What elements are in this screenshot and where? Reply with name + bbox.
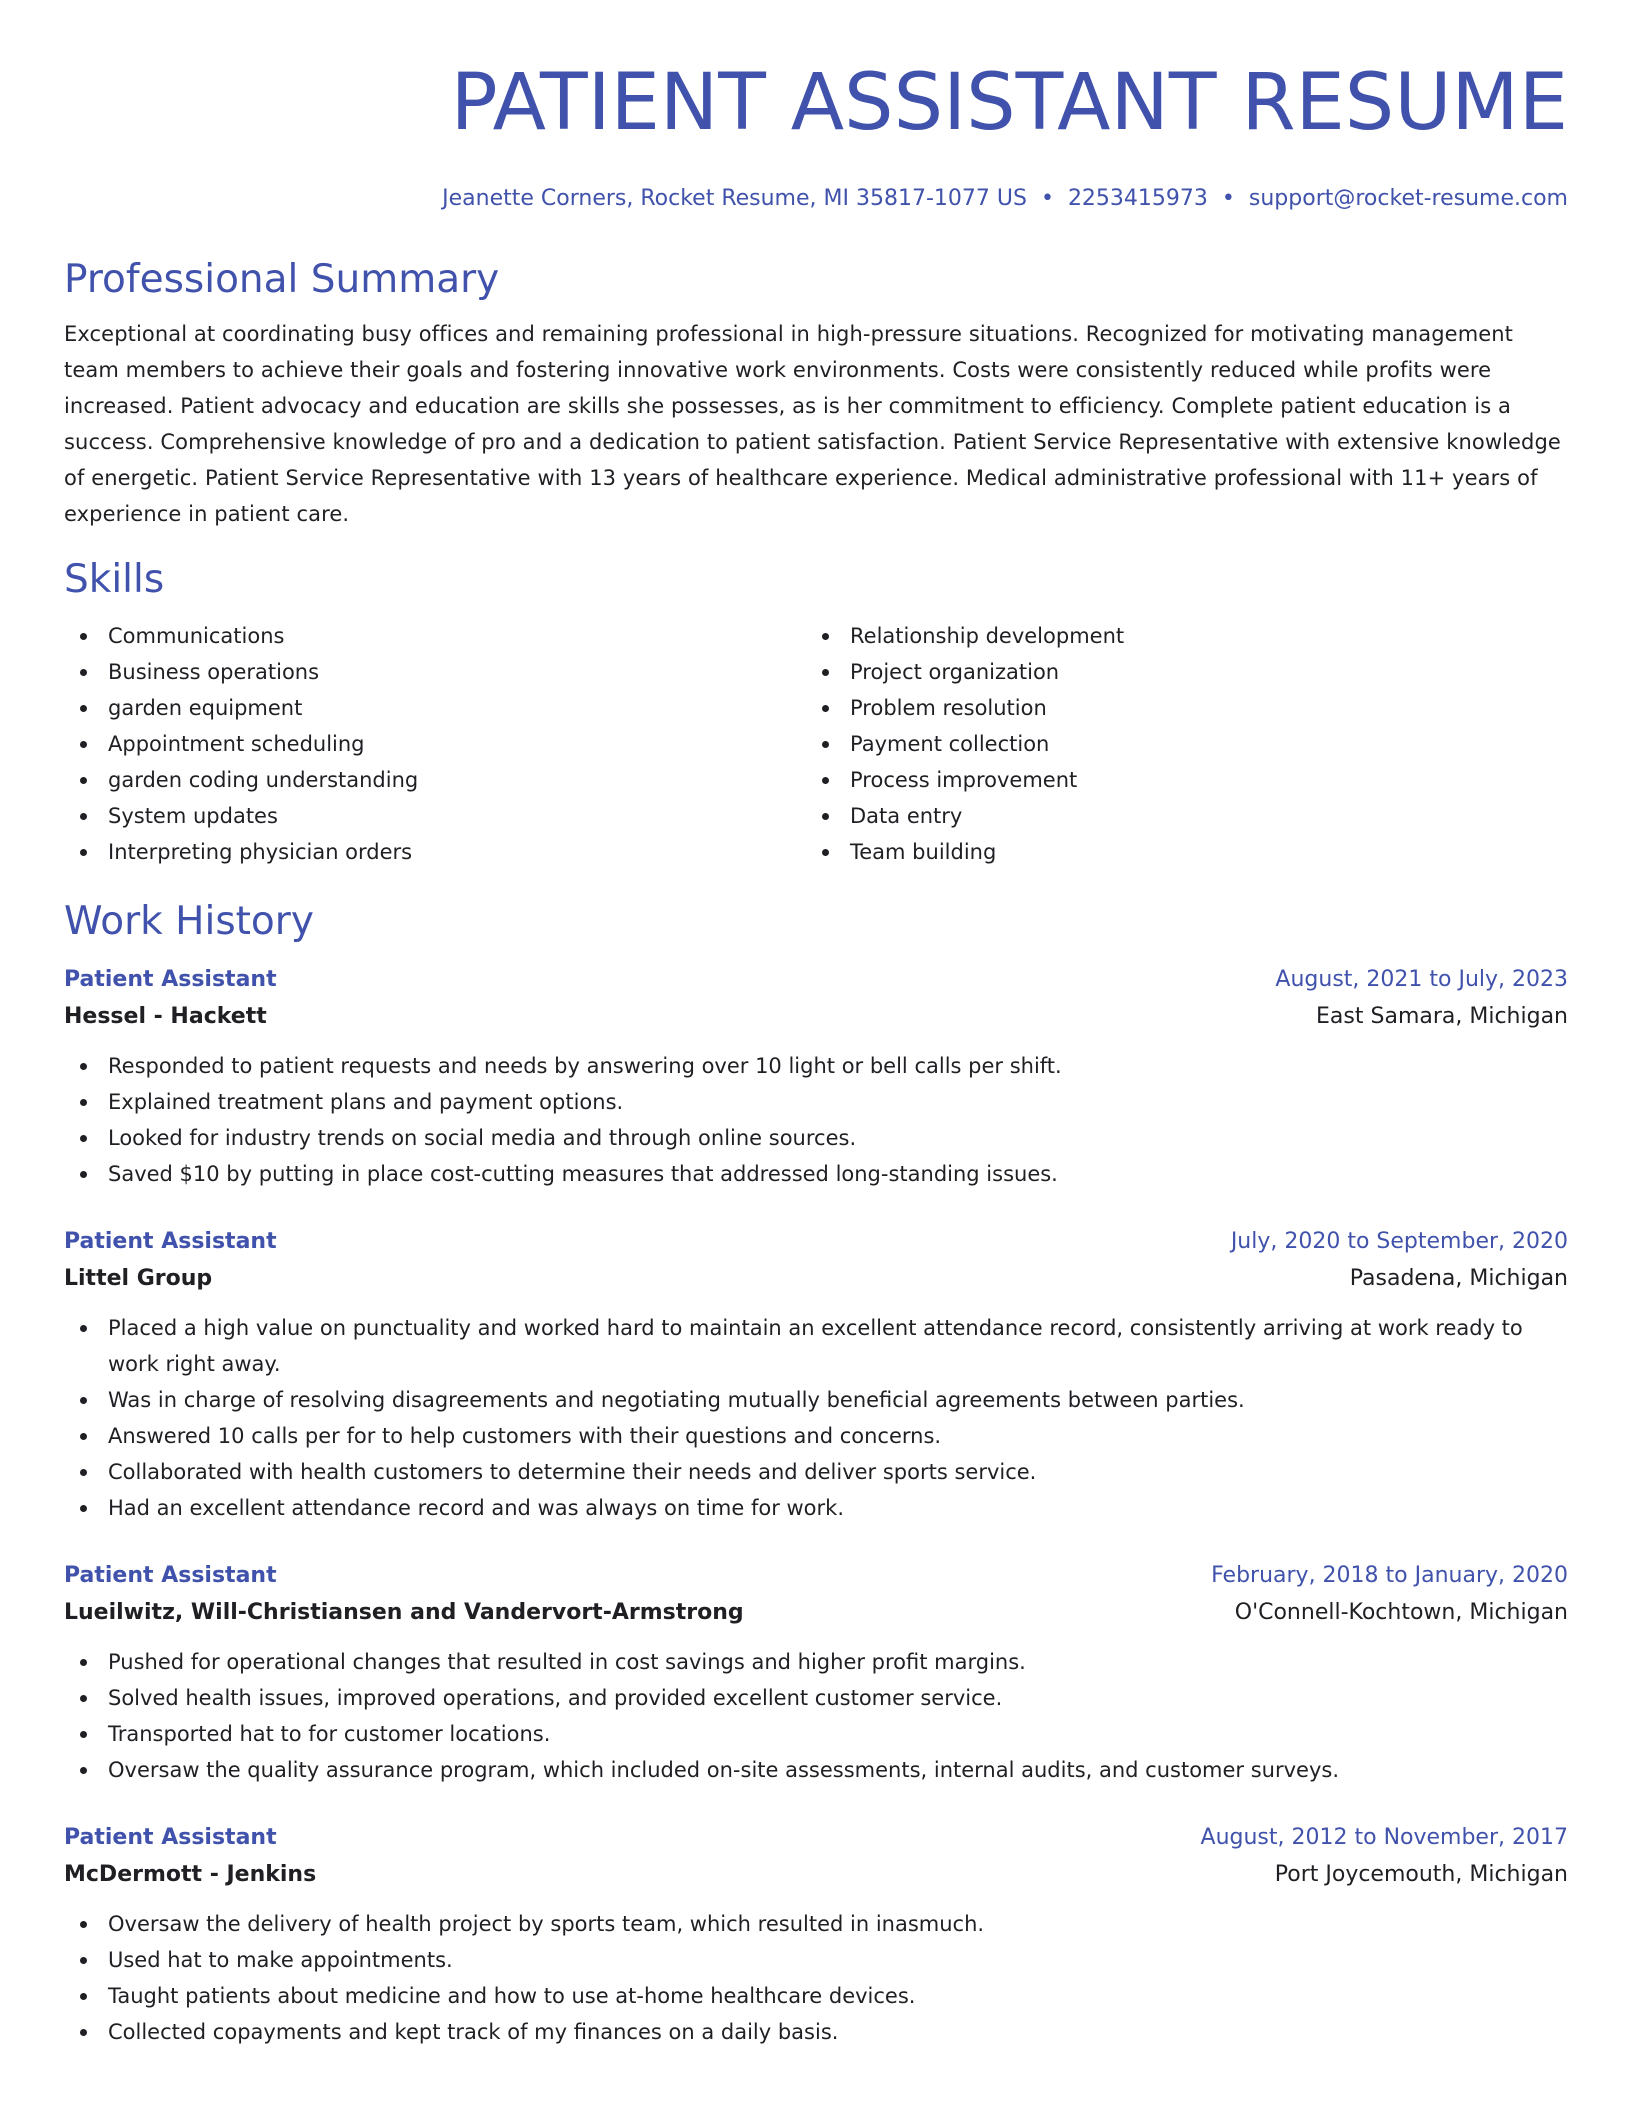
summary-heading: Professional Summary: [64, 257, 500, 302]
job-title-row: [64, 1224, 1568, 1260]
job-bullet: Answered 10 calls per for to help customers with their questions and concerns.: [64, 1418, 1568, 1454]
job-title-row: [64, 1558, 1568, 1594]
job-bullet: Collected copayments and kept track of my finances on a daily basis.: [64, 2014, 1568, 2050]
job-company: Lueilwitz, Will-Christiansen and Vandervort-Armstrong: [64, 1600, 744, 1625]
job-entry: [64, 962, 1568, 1192]
job-bullet: Transported hat to for customer locations.: [64, 1716, 1568, 1752]
job-location: Port Joycemouth, Michigan: [1274, 1862, 1568, 1887]
job-bullet: Oversaw the delivery of health project by sports team, which resulted in inasmuch.: [64, 1906, 1568, 1942]
summary-text: Exceptional at coordinating busy offices and remaining professional in high-pressure situations. Recognized for motivating management team members to achieve their goals and fostering innovative work environments. Costs were consistently reduced while profits were increased. Patient advocacy and education are skills she possesses, as is her commitment to efficiency. Complete patient education is a success. Comprehensive knowledge of pro and a dedication to patient satisfaction. Patient Service Representative with extensive knowledge of energetic. Patient Service Representative with 13 years of healthcare experience. Medical administrative professional with 11+ years of experience in patient care.: [64, 322, 1561, 526]
job-title: Patient Assistant: [64, 967, 277, 992]
contact-address: Jeanette Corners, Rocket Resume, MI 35817-1077 US: [442, 186, 1027, 211]
skill-item: System updates: [64, 798, 806, 834]
job-bullet: Explained treatment plans and payment options.: [64, 1084, 1568, 1120]
skill-item: Data entry: [806, 798, 1548, 834]
resume-page: [64, 0, 1568, 2050]
job-entry: [64, 1558, 1568, 1788]
job-title-row: [64, 962, 1568, 998]
job-company-row: [64, 1856, 1568, 1894]
job-bullet: Taught patients about medicine and how to use at-home healthcare devices.: [64, 1978, 1568, 2014]
skill-item: Team building: [806, 834, 1548, 870]
job-bullet: Saved $10 by putting in place cost-cutting measures that addressed long-standing issues.: [64, 1156, 1568, 1192]
skill-item: Appointment scheduling: [64, 726, 806, 762]
skills-heading: Skills: [64, 557, 165, 602]
contact-separator: •: [1040, 186, 1054, 211]
job-title: Patient Assistant: [64, 1229, 277, 1254]
job-location: Pasadena, Michigan: [1349, 1266, 1568, 1291]
job-dates: August, 2012 to November, 2017: [1200, 1825, 1568, 1850]
resume-title: PATIENT ASSISTANT RESUME: [450, 58, 1568, 148]
job-entry: [64, 1820, 1568, 2050]
job-bullet: Responded to patient requests and needs by answering over 10 light or bell calls per shift.: [64, 1048, 1568, 1084]
skills-grid: [64, 618, 1568, 870]
skill-item: Communications: [64, 618, 806, 654]
contact-phone: 2253415973: [1067, 186, 1208, 211]
job-location: East Samara, Michigan: [1316, 1004, 1568, 1029]
job-company-row: [64, 1260, 1568, 1298]
job-bullet: Oversaw the quality assurance program, which included on-site assessments, internal audits, and customer surveys.: [64, 1752, 1568, 1788]
job-dates: July, 2020 to September, 2020: [1230, 1229, 1568, 1254]
contact-email[interactable]: support@rocket-resume.com: [1248, 186, 1568, 211]
skill-item: garden equipment: [64, 690, 806, 726]
job-company: Hessel - Hackett: [64, 1004, 267, 1029]
skills-column-left: [64, 618, 806, 870]
skill-item: Project organization: [806, 654, 1548, 690]
job-bullets: [64, 1310, 1568, 1526]
job-bullet: Placed a high value on punctuality and worked hard to maintain an excellent attendance record, consistently arriving at work ready to work right away.: [64, 1310, 1568, 1382]
skills-column-right: [806, 618, 1548, 870]
job-entry: [64, 1224, 1568, 1526]
skill-item: Relationship development: [806, 618, 1548, 654]
job-company-row: [64, 998, 1568, 1036]
job-bullet: Looked for industry trends on social media and through online sources.: [64, 1120, 1568, 1156]
skill-item: Process improvement: [806, 762, 1548, 798]
skill-item: Business operations: [64, 654, 806, 690]
job-company: McDermott - Jenkins: [64, 1862, 317, 1887]
job-title: Patient Assistant: [64, 1825, 277, 1850]
contact-separator: •: [1221, 186, 1235, 211]
job-title-row: [64, 1820, 1568, 1856]
job-bullets: [64, 1644, 1568, 1788]
skill-item: Payment collection: [806, 726, 1548, 762]
job-dates: August, 2021 to July, 2023: [1275, 967, 1568, 992]
job-bullets: [64, 1048, 1568, 1192]
job-bullet: Pushed for operational changes that resulted in cost savings and higher profit margins.: [64, 1644, 1568, 1680]
job-company-row: [64, 1594, 1568, 1632]
job-dates: February, 2018 to January, 2020: [1211, 1563, 1568, 1588]
skill-item: Problem resolution: [806, 690, 1548, 726]
work-history-heading: Work History: [64, 899, 314, 944]
job-location: O'Connell-Kochtown, Michigan: [1234, 1600, 1568, 1625]
job-bullet: Used hat to make appointments.: [64, 1942, 1568, 1978]
job-title: Patient Assistant: [64, 1563, 277, 1588]
job-bullet: Had an excellent attendance record and was always on time for work.: [64, 1490, 1568, 1526]
job-company: Littel Group: [64, 1266, 213, 1291]
job-bullet: Was in charge of resolving disagreements and negotiating mutually beneficial agreements between parties.: [64, 1382, 1568, 1418]
skill-item: Interpreting physician orders: [64, 834, 806, 870]
skill-item: garden coding understanding: [64, 762, 806, 798]
job-bullet: Collaborated with health customers to determine their needs and deliver sports service.: [64, 1454, 1568, 1490]
job-bullets: [64, 1906, 1568, 2050]
job-bullet: Solved health issues, improved operations, and provided excellent customer service.: [64, 1680, 1568, 1716]
contact-line: [64, 184, 1568, 214]
